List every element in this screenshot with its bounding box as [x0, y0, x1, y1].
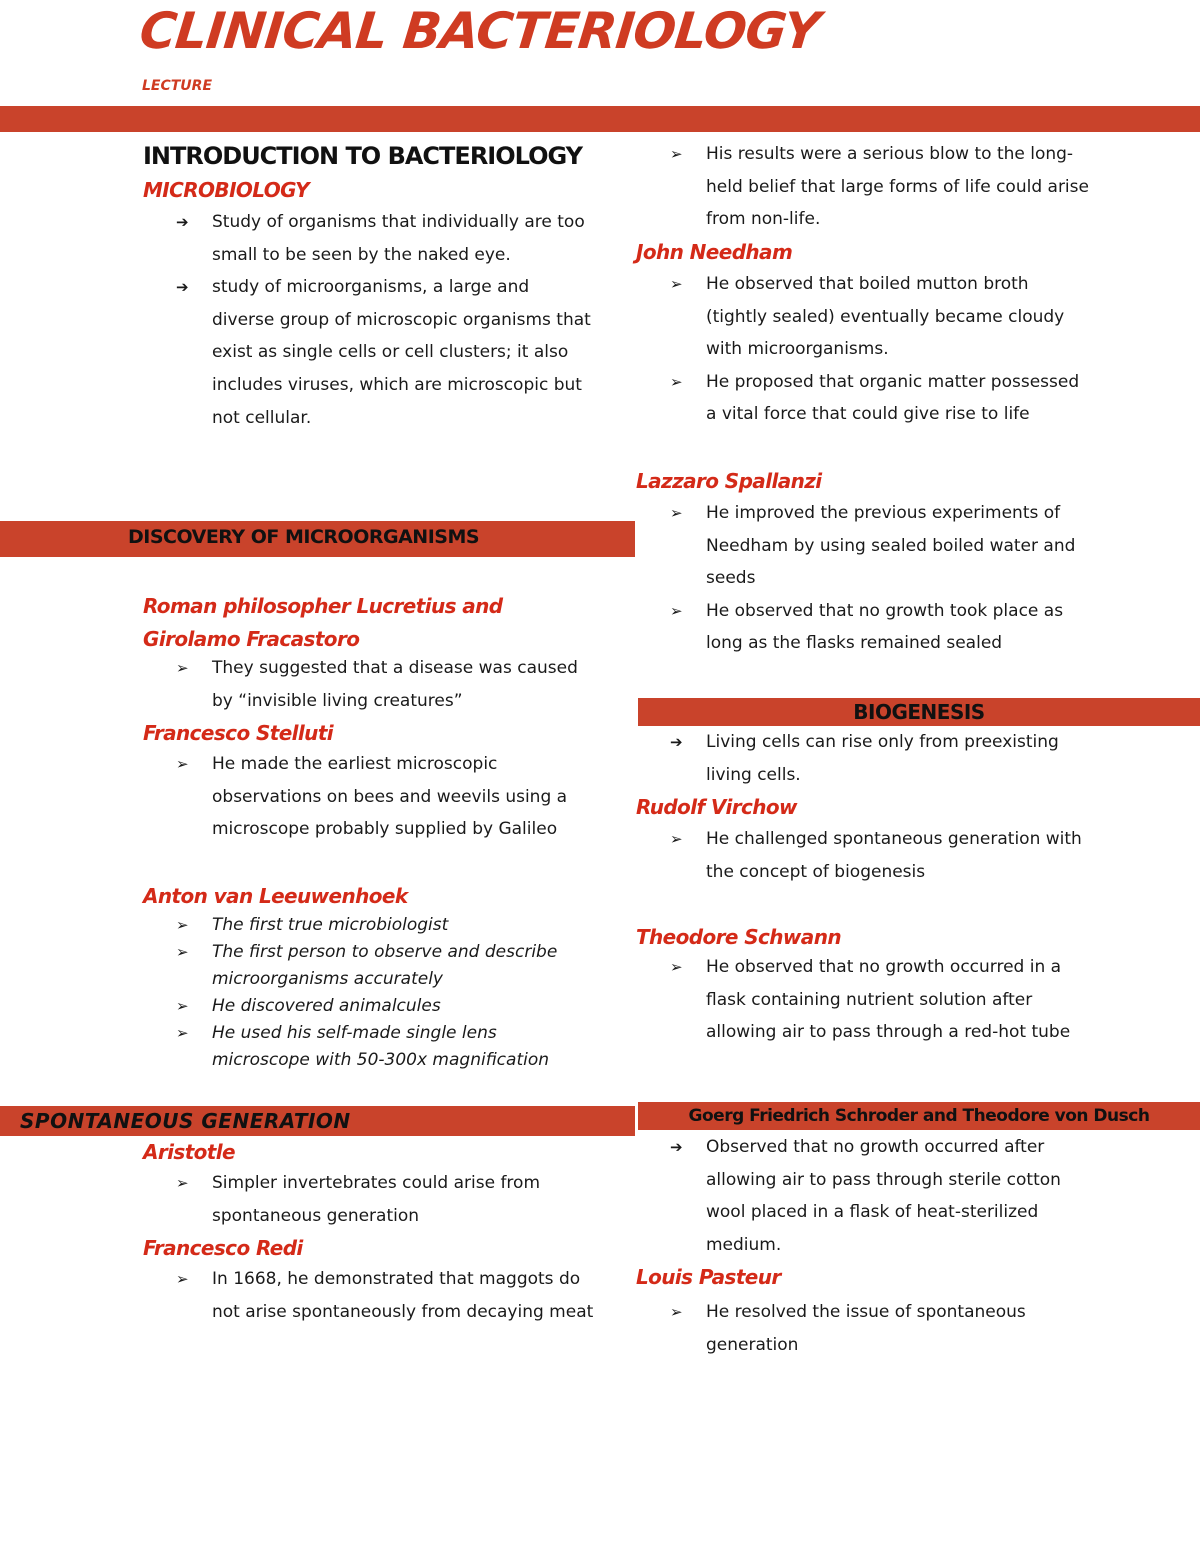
chevron-bullet-icon: ➢	[176, 1270, 189, 1288]
list-item: ➢ They suggested that a disease was caused by “invisible living creatures”	[176, 652, 596, 717]
biogenesis-band: BIOGENESIS	[638, 698, 1200, 726]
aristotle-list	[176, 1167, 596, 1232]
stelluti-list	[176, 748, 596, 846]
chevron-bullet-icon: ➢	[670, 275, 683, 293]
redi-heading: Francesco Redi	[143, 1236, 303, 1260]
virchow-heading: Rudolf Virchow	[636, 795, 797, 819]
intro-heading: INTRODUCTION TO BACTERIOLOGY	[143, 142, 583, 170]
leeuwenhoek-list	[176, 912, 596, 1074]
list-item: ➔ Living cells can rise only from preexisting living cells.	[670, 726, 1090, 791]
chevron-bullet-icon: ➢	[670, 372, 683, 391]
redi-list	[176, 1263, 596, 1328]
biogenesis-list	[670, 726, 1090, 791]
header-divider-bar	[0, 106, 1200, 132]
chevron-bullet-icon: ➢	[176, 1024, 189, 1042]
list-item: ➢ He observed that no growth occurred in a flask containing nutrient solution after allowing air to pass through a red-hot tube	[670, 951, 1090, 1049]
chevron-bullet-icon: ➢	[670, 145, 683, 163]
schroder-list	[670, 1131, 1090, 1261]
chevron-bullet-icon: ➢	[176, 943, 189, 961]
chevron-bullet-icon: ➢	[670, 504, 683, 522]
aristotle-heading: Aristotle	[143, 1140, 235, 1164]
chevron-bullet-icon: ➢	[176, 659, 189, 677]
chevron-bullet-icon: ➢	[670, 1303, 683, 1321]
pasteur-heading: Louis Pasteur	[636, 1265, 781, 1289]
list-item: ➔ Observed that no growth occurred after allowing air to pass through sterile cotton wool placed in a flask of heat-sterilized medium.	[670, 1131, 1090, 1261]
list-item: ➢ In 1668, he demonstrated that maggots do not arise spontaneously from decaying meat	[176, 1263, 596, 1328]
schwann-list	[670, 951, 1090, 1049]
chevron-bullet-icon: ➢	[670, 958, 683, 976]
chevron-bullet-icon: ➢	[176, 755, 189, 773]
chevron-bullet-icon: ➢	[670, 830, 683, 848]
redi-continued-list	[670, 138, 1090, 236]
needham-heading: John Needham	[636, 240, 793, 264]
list-item: ➢ He used his self-made single lens microscope with 50-300x magnification	[176, 1020, 596, 1074]
microbiology-list	[176, 206, 596, 434]
list-item: ➢ He improved the previous experiments of Needham by using sealed boiled water and seeds	[670, 497, 1090, 595]
microbiology-heading: MICROBIOLOGY	[143, 178, 310, 202]
spallanzani-heading: Lazzaro Spallanzi	[636, 469, 822, 493]
lucretius-list	[176, 652, 596, 717]
virchow-list	[670, 823, 1090, 888]
arrow-bullet-icon: ➔	[176, 278, 189, 297]
chevron-bullet-icon: ➢	[176, 997, 189, 1015]
chevron-bullet-icon: ➢	[176, 916, 189, 934]
leeuwenhoek-heading: Anton van Leeuwenhoek	[143, 884, 408, 908]
schwann-heading: Theodore Schwann	[636, 925, 841, 949]
list-item: ➢ The first person to observe and describe microorganisms accurately	[176, 939, 596, 993]
pasteur-list	[670, 1296, 1090, 1361]
arrow-bullet-icon: ➔	[670, 733, 683, 751]
list-item: ➢ He challenged spontaneous generation with the concept of biogenesis	[670, 823, 1090, 888]
document-title: CLINICAL BACTERIOLOGY	[136, 2, 822, 60]
document-subtitle: LECTURE	[142, 78, 213, 94]
chevron-bullet-icon: ➢	[176, 1174, 189, 1192]
list-item: ➢ The first true microbiologist	[176, 912, 596, 939]
list-item: ➢ He observed that no growth took place as long as the flasks remained sealed	[670, 595, 1090, 660]
spontaneous-generation-band: SPONTANEOUS GENERATION	[0, 1106, 635, 1136]
list-item: ➢ He discovered animalcules	[176, 993, 596, 1020]
schroder-dusch-band: Goerg Friedrich Schroder and Theodore von Dusch	[638, 1102, 1200, 1130]
arrow-bullet-icon: ➔	[176, 213, 189, 231]
list-item: ➢ He resolved the issue of spontaneous generation	[670, 1296, 1090, 1361]
list-item: ➔ Study of organisms that individually are too small to be seen by the naked eye.	[176, 206, 596, 271]
list-item: ➔ study of microorganisms, a large and diverse group of microscopic organisms that exist as single cells or cell clusters; it also includes viruses, which are microscopic but not cellular.	[176, 271, 596, 434]
spallanzani-list	[670, 497, 1090, 660]
needham-list	[670, 268, 1090, 431]
chevron-bullet-icon: ➢	[670, 601, 683, 620]
discovery-band: DISCOVERY OF MICROORGANISMS	[0, 521, 635, 557]
stelluti-heading: Francesco Stelluti	[143, 721, 334, 745]
list-item: ➢ He made the earliest microscopic observations on bees and weevils using a microscope probably supplied by Galileo	[176, 748, 596, 846]
lucretius-heading: Roman philosopher Lucretius and Girolamo Fracastoro	[143, 594, 503, 651]
arrow-bullet-icon: ➔	[670, 1138, 683, 1156]
list-item: ➢ His results were a serious blow to the long-held belief that large forms of life could arise from non-life.	[670, 138, 1090, 236]
list-item: ➢ He proposed that organic matter possessed a vital force that could give rise to life	[670, 366, 1090, 431]
list-item: ➢ Simpler invertebrates could arise from spontaneous generation	[176, 1167, 596, 1232]
list-item: ➢ He observed that boiled mutton broth (tightly sealed) eventually became cloudy with microorganisms.	[670, 268, 1090, 366]
